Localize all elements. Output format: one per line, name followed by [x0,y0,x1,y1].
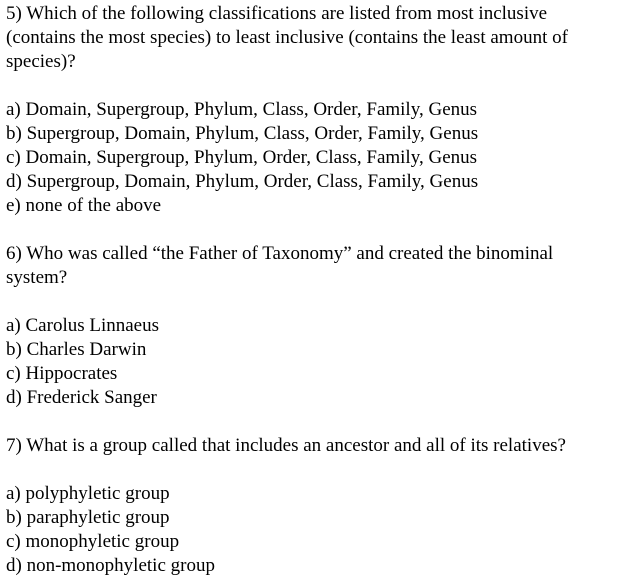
question-6-option-a: a) Carolus Linnaeus [6,315,160,336]
question-7-option-d: d) non-monophyletic group [6,555,215,576]
question-7-option-a: a) polyphyletic group [6,483,170,504]
question-5-prompt-line-3: species)? [6,51,76,72]
question-5-option-a: a) Domain, Supergroup, Phylum, Class, Order, Family, Genus [6,99,478,120]
spacer [6,290,618,314]
question-6-option-d: d) Frederick Sanger [6,387,157,408]
question-6-prompt-line-1: 6) Who was called “the Father of Taxonomy” and created the binominal [6,243,554,264]
question-6-prompt-line-2: system? [6,267,68,288]
question-5-prompt-line-2: (contains the most species) to least inclusive (contains the least amount of [6,27,568,48]
question-5 [6,2,618,218]
question-5-option-b: b) Supergroup, Domain, Phylum, Class, Order, Family, Genus [6,123,479,144]
quiz-document [6,2,618,578]
question-5-prompt-line-1: 5) Which of the following classifications are listed from most inclusive [6,3,548,24]
question-7-option-c: c) monophyletic group [6,531,180,552]
question-7-option-b: b) paraphyletic group [6,507,170,528]
question-5-option-c: c) Domain, Supergroup, Phylum, Order, Class, Family, Genus [6,147,478,168]
question-7-prompt-line-1: 7) What is a group called that includes an ancestor and all of its relatives? [6,435,566,456]
spacer [6,410,618,434]
spacer [6,458,618,482]
question-7 [6,434,618,578]
question-6 [6,242,618,410]
question-6-option-b: b) Charles Darwin [6,339,147,360]
question-6-option-c: c) Hippocrates [6,363,118,384]
spacer [6,74,618,98]
spacer [6,218,618,242]
question-5-option-e: e) none of the above [6,195,162,216]
question-5-option-d: d) Supergroup, Domain, Phylum, Order, Class, Family, Genus [6,171,479,192]
